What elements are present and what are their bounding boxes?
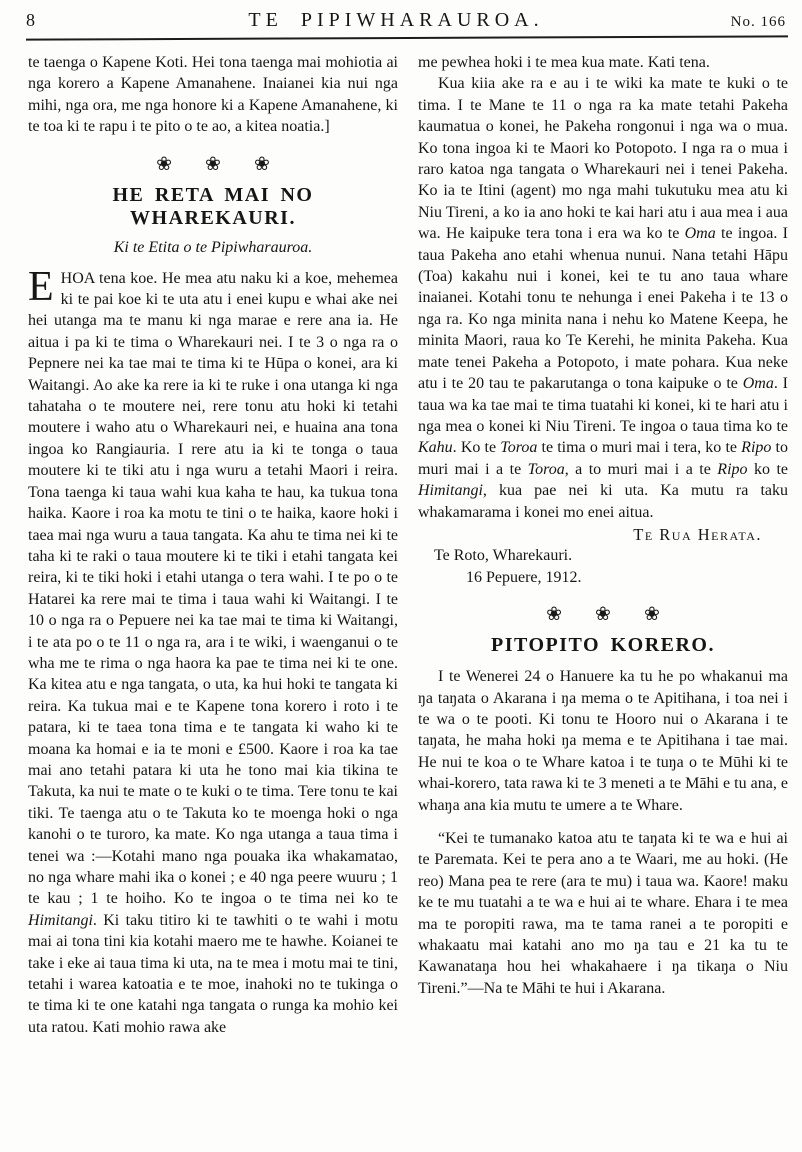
rosette-ornament-icon: ❀ ❀ ❀ bbox=[546, 603, 660, 626]
issue-number: No. 166 bbox=[730, 14, 786, 30]
right-column bbox=[418, 52, 788, 1038]
article-title-pitopito-korero: PITOPITO KORERO. bbox=[491, 634, 715, 657]
page-number: 8 bbox=[26, 10, 35, 30]
signature-line: Te Rua Herata. bbox=[633, 524, 762, 544]
date-line: 16 Pepuere, 1912. bbox=[466, 568, 582, 586]
article-title-wharekauri: HE RETA MAI NO WHAREKAURI. bbox=[112, 183, 314, 229]
continuation-paragraph: te taenga o Kapene Koti. Hei tona taenga mai mohiotia ai nga korero a Kapene Amanahene. Inaianei kia nui nga mihi, nga ora, me nga honore ki a Kapene Amanahene, ki te toa ki te rapu i te pito o te ao, a kitea noatia.] bbox=[28, 54, 398, 136]
letter-body-text: HOA tena koe. He mea atu naku ki a koe, mehemea ki te pai koe ki te uta atu i enei kupu e whai ake nei hei utanga ma te manu ki nga marae e rere ana ia. He aitua i pa ki te tima o Wharekauri nei. I te 3 o nga ra o Pepnere nei ka tae mai te tima ki te Hūpa o konei, ara ki Waitangi. Ao ake ka rere ia ki te ruke i ona utanga ki nga tahataha o te moutere nei, rere tonu atu hoki ki tetahi moutere i waho atu o Wharekauri nei, e huaina ana tona ingoa ko Rangiauria. I rere atu ia ki te tonga o taua moutere ki te tiki atu i nga wuru a tetahi Maori i reira. Tona taenga ki taua wahi kua kaha te hau, ka tukua tona haika. Kaore i roa ka motu te tini o te haika, kaore hoki i taea mai nga wuru a taua tangata. Ka ahu te tima nei ki te taha ki te raki o taua moutere ki te tiki i etahi tangata kei reira, ki te tiki hoki i etahi utanga o tera wahi. I te po o te Hatarei ka rere mai te tima i taua wahi ki Waitangi. I te 10 o nga ra o Pepuere nei ka tae mai te tima ki Waitangi, i te ata po o te 11 o nga ra, ara i te wiki, i waenganui o te wha me te rima o nga haora ka pae te tima nei ki te one. Ka kitea atu e nga tangata, o uta, ka hui hoki te tangata ki reira. Ka tukua mai e te Kapene tona korero i roto i te patara, ki te taea tona tima e te tangata ki waho ki te moana ka homai e ia te moni e £500. Kaore i roa ka tae mai ano tetahi patara ki uta he tono mai kia tikina te Takuta, ka nui te mate o te kuki o te tima. Tere tonu te kai tiki. Te taenga atu o te Takuta ko te moenga hoki o nga kanohi o te turoro, ka mate. Ko nga utanga a taua tima i tenei wa :—Kotahi mano nga pouaka ika whakamatao, no nga whare mahi ika o konei ; e 40 nga peere wuuru ; 1 te kau ; 1 te hoiho. Ko te ingoa o te tima nei ko te Himitangi. Ki taku titiro ki te tawhiti o te wahi i motu mai ai tona tini kia kotahi maero me te hawhe. Koianei te take i eke ai taua tima ki uta, na te mea i motu mai te tini, tetahi i warea katoatia e te moe, inahoki no te tukinga o te tima ki te one katahi nga tangata o runga ka mohio kei uta ratou. Kati mohio rawa ake bbox=[28, 269, 398, 1036]
masthead-title: TE PIPIWHARAUROA. bbox=[248, 9, 544, 31]
article-subtitle: Ki te Etita o te Pipiwharauroa. bbox=[113, 238, 313, 256]
news-paragraph: I te Wenerei 24 o Hanuere ka tu he po whakanui ma ŋa taŋata o Akarana i ŋa mema o te Apitihana, i toa nei i te wa o te pooti. Ki tonu te Hooro nui o Akarana i te taŋata, he maha hoki ŋa mema e te Apitihana i tae mai. He nui te koa o te Whare katoa i te tuŋa o te Mūhi ki te whai-korero, tata rawa ki te 3 meneti a te Māhi e tu ana, e whaŋa ana kia mutu te umere a te Whare. bbox=[418, 668, 788, 814]
news-paragraph: “Kei te tumanako katoa atu te taŋata ki te wa e hui ai te Paremata. Kei te pera ano a te Waari, me au hoki. (He reo) Mana pea te rere (ara te mu) i taua wa. Kaore! maku ke te mu tuatahi a te wa e hui ai te whare. Ehara i te mea ma te poropiti rawa, ma te tama ranei a te poropiti e whakaatu mai katahi ano mo ŋa tau e 21 ka tu te Kawanataŋa hou hei whakahaere i ŋa tikaŋa o Niu Tireni.”—Na te Māhi te hui i Akarana. bbox=[418, 830, 788, 997]
continuation-paragraph: me pewhea hoki i te mea kua mate. Kati tena. bbox=[418, 54, 710, 71]
two-column-layout bbox=[0, 39, 802, 1038]
place-line: Te Roto, Wharekauri. bbox=[434, 547, 573, 565]
rosette-ornament-icon: ❀ ❀ ❀ bbox=[156, 152, 270, 175]
obituary-paragraph: Kua kiia ake ra e au i te wiki ka mate te kuki o te tima. I te Mane te 11 o nga ra ka mate tetahi Pakeha kaumatua o konei, he Pakeha rongonui i nga wa o mua. Ko tona ingoa ki te Maori ko Potopoto. I nga ra o mua i raro katoa nga tangata o Wharekauri nei i tenei Pakeha. Ko ia te Itini (agent) mo nga mahi tukutuku mea atu ki Niu Tireni, a ko ia ano hoki te kai hari atu i aua mea i aua wa. He kaipuke tera tona i era wa ko te Oma te ingoa. I taua Pakeha ano etahi whenua nunui. Nana tetahi Hāpu (Toa) kakahu nui i konei, kei te tu ano taua whare inaianei. Kotahi tonu te nehunga i enei Pakeha i te 13 o nga ra. Ko nga minita nana i nehu ko Matene Keepa, he minita Maori, raua ko Te Kerehi, he minita Pakeha. Kua mate tenei Pakeha a Potopoto, i mate pohara. Kua neke atu i te 20 tau te pakarutanga o tona kaipuke o te Oma. I taua wa ka tae mai te tima tuatahi ki konei, ki te hari atu i nga mea o konei ki Niu Tireni. Te ingoa o taua tima ko te Kahu. Ko te Toroa te tima o muri mai i tera, ko te Ripo to muri mai i a te Toroa, a to muri mai i a te Ripo ko te Himitangi, kua pae nei ki uta. Ka mutu ra taku whakamarama i konei mo enei aitua. bbox=[418, 75, 789, 521]
letter-body-paragraph bbox=[28, 263, 398, 1039]
left-column bbox=[28, 52, 398, 1038]
drop-cap-letter: E bbox=[28, 263, 54, 310]
page-header bbox=[0, 0, 802, 34]
